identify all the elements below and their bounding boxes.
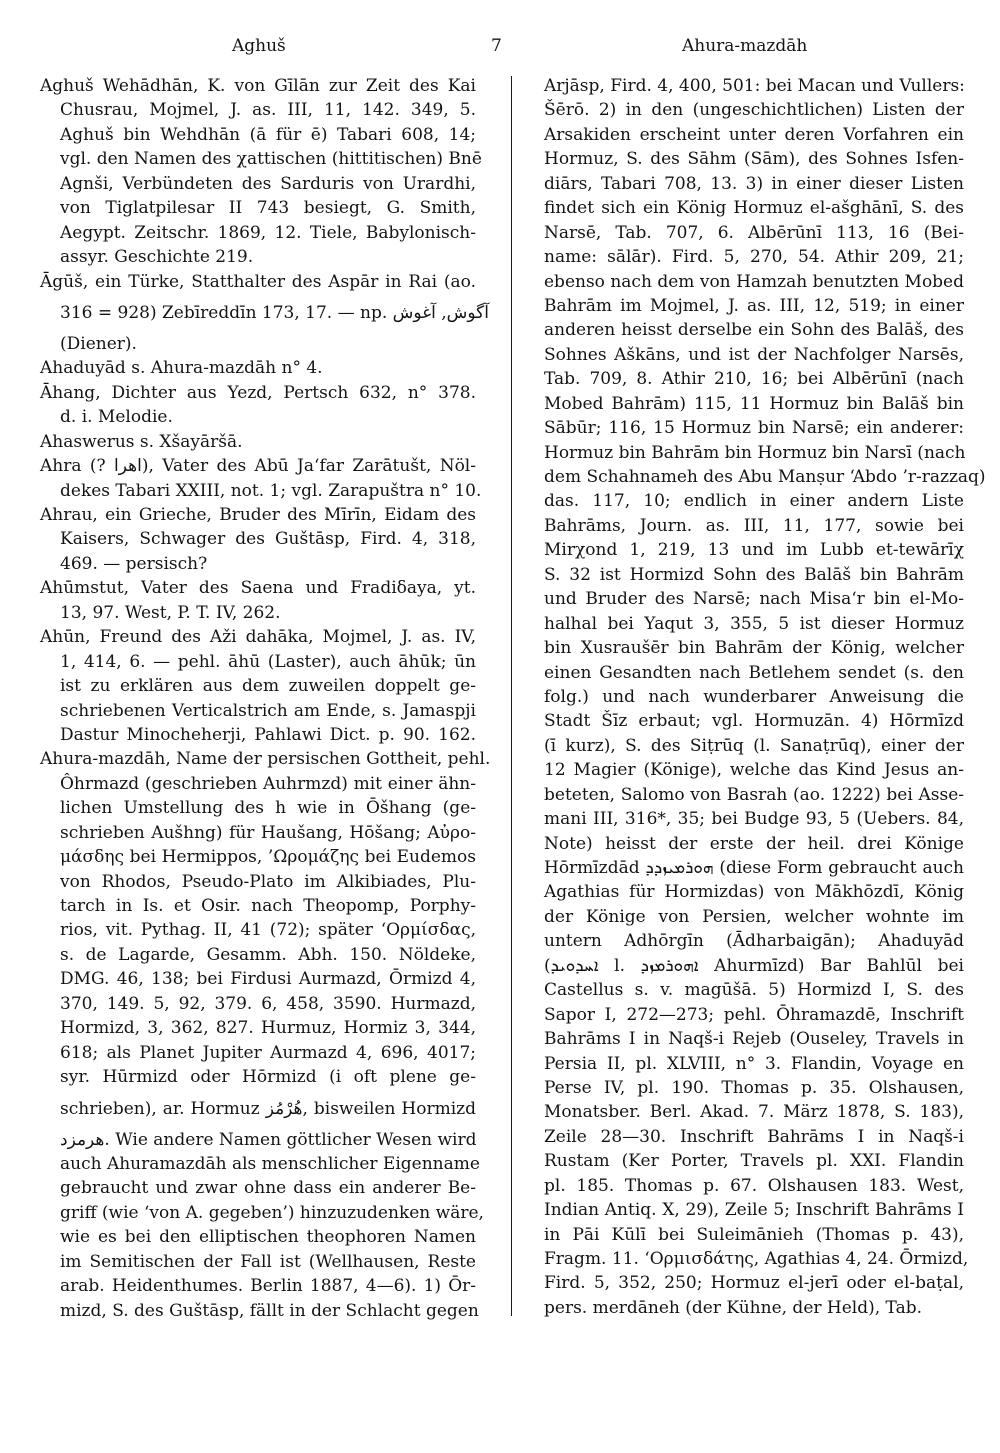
text-line: Persia II, pl. XLVIII, n° 3. Flandin, Voyage en [544,1053,964,1074]
text-line: gebraucht und zwar ohne dass ein anderer Be- [60,1178,476,1199]
left-column [40,74,491,1323]
text-line: auch Ahuramazdāh als menschlicher Eigenname [60,1153,480,1174]
text-line: DMG. 46, 138; bei Firdusi Aurmazd, Ōrmizd 4, [60,969,476,990]
text-line: Aghuš bin Wehdhān (ā für ē) Tabari 608, 14; [60,124,476,145]
text-line: arab. Heidenthumes. Berlin 1887, 4—6). 1) Ōr- [60,1276,476,1297]
text-line: Note) heisst der erste der heil. drei Könige [544,833,964,854]
text-line: Monatsber. Berl. Akad. 7. März 1878, S. 183), [544,1102,964,1123]
text-line: s. de Lagarde, Gesamm. Abh. 150. Nöldeke, [60,944,476,965]
text-line: schrieben), ar. Hormuz هُرْمُز, bisweilen Hormizd [60,1098,477,1119]
text-line: Āhang, Dichter aus Yezd, Pertsch 632, n° 378. [40,382,476,403]
dictionary-entry [40,74,482,270]
text-line: Castellus s. v. magūšā. 5) Hormizd I, S. des [544,980,964,1001]
dictionary-entry [40,381,476,430]
text-line: bin Xusraušēr bin Bahrām der König, welcher [544,638,964,659]
text-line: beteten, Salomo von Basrah (ao. 1222) bei Asse- [544,784,964,805]
text-line: vgl. den Namen des χattischen (hittitischen) Bnē [60,149,482,170]
text-line: syr. Hūrmizd oder Hōrmizd (i oft plene ge- [60,1067,476,1088]
text-line: diārs, Tabari 708, 13. 3) in einer dieser Listen [544,173,964,194]
text-line: Fragm. 11. ‘Ορμισδάτης, Agathias 4, 24. Ōrmizd, [544,1249,969,1269]
text-line: Sābūr; 116, 15 Hormuz bin Narsē; ein anderer: [544,418,964,439]
text-line: 1, 414, 6. — pehl. āhū (Laster), auch āhūk; ūn [60,651,476,672]
text-line: Arsakiden erscheint unter deren Vorfahren ein [544,124,964,145]
text-line: findet sich ein König Hormuz el-ašghānī, S. des [544,198,964,219]
text-line: Dastur Minocheherji, Pahlawi Dict. p. 90. 162. [60,724,476,745]
text-line: Bahrāms I in Naqš-i Rejeb (Ouseley, Travels in [544,1029,964,1050]
text-line: im Semitischen der Fall ist (Wellhausen, Reste [60,1251,476,1272]
text-line: Mirχond 1, 219, 13 und im Lubb et-tewārīχ [544,540,964,561]
text-line: pers. merdāneh (der Kühne, der Held), Tab. [544,1297,922,1318]
text-line: (ܐܚܕܘܝܕ l. ܐܗܘܪܡܙܕ Ahurmīzd) Bar Bahlūl bei [544,955,964,976]
text-line: Perse IV, pl. 190. Thomas p. 35. Olshausen, [544,1077,964,1098]
text-line: Kaisers, Schwager des Guštāsp, Fird. 4, 318, [60,529,476,550]
text-line: Hormizd, 3, 362, 827. Hurmuz, Hormiz 3, 344, [60,1018,476,1039]
dictionary-entry [40,270,489,357]
text-line: Ahaswerus s. Xšayāršā. [40,431,243,452]
text-line: Ahaduyād s. Ahura-mazdāh n° 4. [40,358,323,379]
text-line: Ôhrmazd (geschrieben Auhrmzd) mit einer ähn- [60,773,476,794]
text-line: Ahra (? اهرا), Vater des Abū Ja‘far Zarātušt, Nöl- [40,456,476,477]
text-line: Narsē, Tab. 707, 6. Albērūnī 113, 16 (Bei- [544,222,964,243]
text-line: von Rhodos, Pseudo-Plato im Alkibiades, Plu- [60,871,476,892]
text-line: Āgūš, ein Türke, Statthalter des Aspār in Rai (ao. [40,271,476,292]
text-line: Chusrau, Mojmel, J. as. III, 11, 142. 349, 5. [60,100,476,121]
text-line: Stadt Šīz erbaut; vgl. Hormuzān. 4) Hōrmīzd [544,711,964,732]
dictionary-entry [40,356,476,380]
text-line: ebenso nach dem von Hamzah benutzten Mobed [544,271,964,292]
text-line: und Bruder des Narsē; nach Misa‘r bin el-Mo- [544,589,964,610]
text-line: anderen heisst derselbe ein Sohn des Balāš, des [544,320,964,341]
text-line: Tab. 709, 8. Athir 210, 16; bei Albērūnī (nach [544,369,964,390]
text-line: rios, vit. Pythag. II, 41 (72); später ‘Ορμίσδας, [60,920,476,941]
text-line: dem Schahnameh des Abu Manṣur ‘Abdo ’r-razzaq) [544,467,986,487]
text-line: Mobed Bahrām) 115, 11 Hormuz bin Balāš bin [544,393,964,414]
text-line: von Tiglatpilesar II 743 besiegt, G. Smith, [60,198,476,219]
text-line: Aghuš Wehādhān, K. von Gīlān zur Zeit des Kai [40,76,476,96]
text-line: mani III, 316*, 35; bei Budge 93, 5 (Uebers. 84, [544,809,964,830]
text-line: Hormuz bin Bahrām bin Hormuz bin Narsī (nach [544,442,966,463]
text-line: Bahrām im Mojmel, J. as. III, 12, 519; in einer [544,295,964,316]
text-line: Šērō. 2) in den (ungeschichtlichen) Listen der [544,100,964,121]
text-line: Ahūn, Freund des Aži dahāka, Mojmel, J. as. IV, [40,627,476,648]
running-head-left: Aghuš [232,36,286,56]
dictionary-entry [40,576,476,625]
dictionary-entry [40,430,476,454]
text-line: Sohnes Aškāns, und ist der Nachfolger Narsēs, [544,344,964,365]
text-line: Sapor I, 272—273; pehl. Ōhramazdē, Inschrift [544,1004,964,1025]
text-line: 316 = 928) Zebīreddīn 173, 17. — np. آگوش, آغوش [60,302,489,323]
text-line: 618; als Planet Jupiter Aurmazd 4, 696, 4017; [60,1042,476,1063]
text-line: schriebenen Verticalstrich am Ende, s. Jamaspji [60,700,476,721]
text-line: Aegypt. Zeitschr. 1869, 12. Tiele, Babylonisch- [60,222,476,243]
text-line: 370, 149. 5, 92, 379. 6, 458, 3590. Hurmazd, [60,993,476,1014]
text-line: (ī kurz), S. des Siṭrūq (l. Sanaṭrūq), einer der [544,735,964,756]
text-line: Fird. 5, 352, 250; Hormuz el-jerī oder el-baṭal, [544,1273,964,1294]
text-line: schrieben Aušhng) für Haušang, Hōšang; Αὐρο- [60,822,476,843]
text-line: halhal bei Yaqut 3, 355, 5 ist dieser Hormuz [544,613,964,634]
text-line: 469. — persisch? [60,553,208,574]
dictionary-entry [544,74,986,1320]
text-line: dekes Tabari XXIII, not. 1; vgl. Zarapuštra n° 10. [60,480,482,501]
text-line: هرمزد. Wie andere Namen göttlicher Wesen wird [60,1129,477,1150]
text-line: (Diener). [60,333,137,354]
text-line: der Könige von Persien, welcher wohnte im [544,906,964,927]
dictionary-entry [40,625,476,747]
text-line: untern Adhōrgīn (Ādharbaigān); Ahaduyād [544,931,964,952]
text-line: folg.) und nach wunderbarer Anweisung die [544,686,964,707]
text-line: pl. 185. Thomas p. 67. Olshausen 183. West, [544,1175,964,1196]
page-number: 7 [491,36,502,56]
text-line: Hormuz, S. des Sāhm (Sām), des Sohnes Isfen- [544,149,964,170]
text-line: Arjāsp, Fird. 4, 400, 501: bei Macan und Vullers: [544,76,965,96]
text-line: name: sālār). Fird. 5, 270, 54. Athir 209, 21; [544,247,964,268]
text-line: Rustam (Ker Porter, Travels pl. XXI. Flandin [544,1151,964,1172]
text-line: S. 32 ist Hormizd Sohn des Balāš bin Bahrām [544,564,964,585]
text-line: mizd, S. des Guštāsp, fällt in der Schlacht gegen [60,1300,479,1321]
text-line: Ahrau, ein Grieche, Bruder des Mīrīn, Eidam des [40,505,476,525]
right-column [544,74,986,1320]
text-line: griff (wie ‘von A. gegeben’) hinzuzudenken wäre, [60,1202,484,1223]
text-line: wie es bei den elliptischen theophoren Namen [60,1227,476,1248]
running-head-right: Ahura-mazdāh [682,36,808,56]
text-line: d. i. Melodie. [60,407,173,428]
text-line: Indian Antiq. X, 29), Zeile 5; Inschrift Bahrāms I [544,1200,964,1221]
text-line: Ahura-mazdāh, Name der persischen Gottheit, pehl. [40,749,491,770]
text-line: in Pāi Kūlī bei Suleimānieh (Thomas p. 43), [544,1224,964,1245]
text-line: lichen Umstellung des h wie in Ōšhang (ge- [60,798,476,819]
text-line: μάσδης bei Hermippos, ’Ωρομάζης bei Eudemos [60,847,476,868]
text-line: Bahrāms, Journ. as. III, 11, 177, sowie bei [544,515,964,536]
text-line: Ahūmstut, Vater des Saena und Fradiδaya, yt. [40,578,476,599]
text-line: tarch in Is. et Osir. nach Theopomp, Porphy- [60,896,476,916]
text-line: Hōrmīzdād ܗܘܪܡܝܙܕܕ (diese Form gebraucht auch [544,858,964,878]
text-line: ist zu erklären aus dem zuweilen doppelt ge- [60,676,476,697]
column-divider [511,76,512,1316]
text-line: 13, 97. West, P. T. IV, 262. [60,602,281,623]
text-line: assyr. Geschichte 219. [60,247,254,268]
dictionary-entry [40,747,491,1323]
dictionary-entry [40,503,476,576]
text-line: Agathias für Hormizdas) von Mākhōzdī, König [544,882,964,903]
dictionary-entry [40,454,482,503]
text-line: einen Gesandten nach Betlehem sendet (s. den [544,662,964,683]
text-line: das. 117, 10; endlich in einer andern Liste [544,491,964,512]
text-line: 12 Magier (Könige), welche das Kind Jesus an- [544,760,964,781]
text-line: Agnši, Verbündeten des Sarduris von Urardhi, [60,173,476,194]
text-line: Zeile 28—30. Inschrift Bahrāms I in Naqš-i [544,1126,964,1147]
